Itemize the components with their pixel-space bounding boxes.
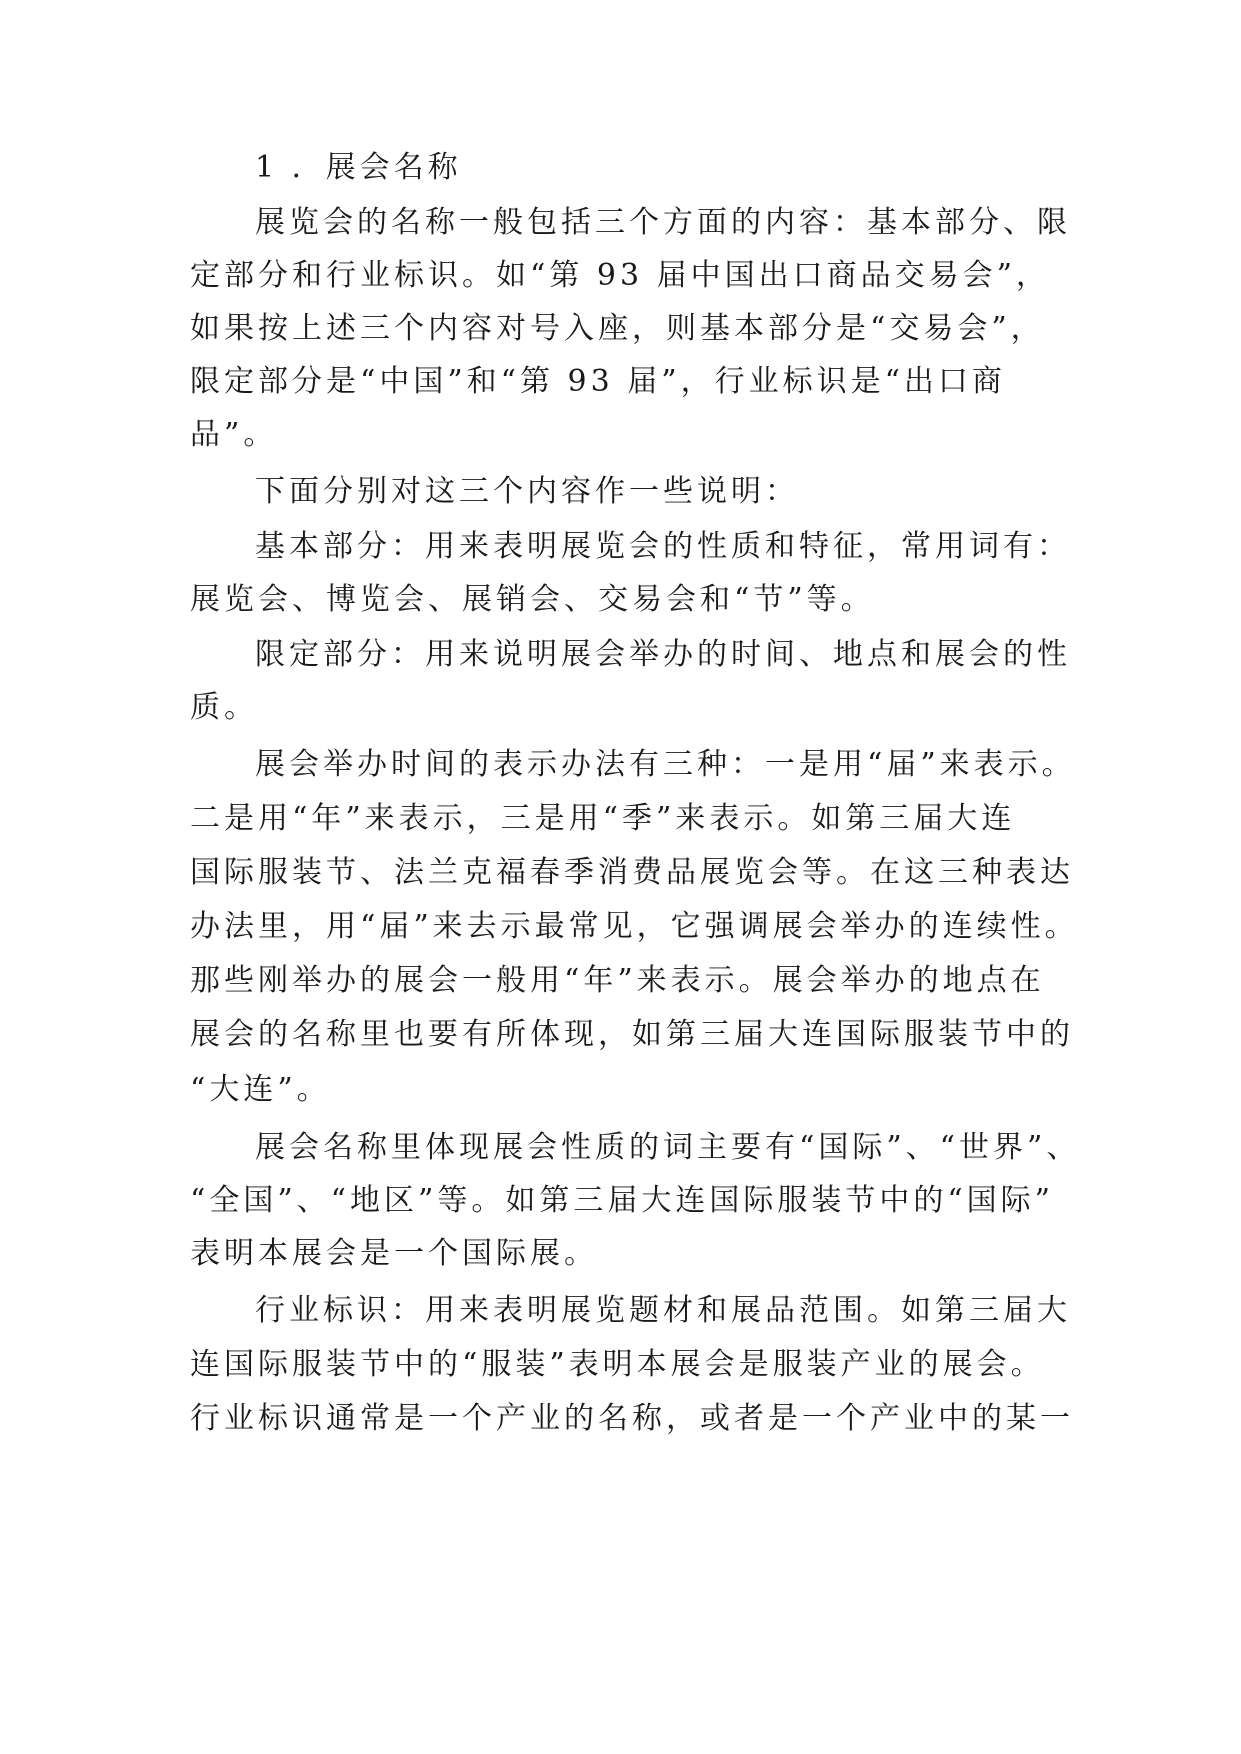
paragraph-line: 展会举办时间的表示办法有三种：一是用“届”来表示。	[255, 747, 1076, 782]
paragraph-line: 限定部分：用来说明展会举办的时间、地点和展会的性	[255, 637, 1071, 672]
paragraph-line: 基本部分：用来表明展览会的性质和特征，常用词有：	[255, 529, 1071, 564]
paragraph-line: 限定部分是“中国”和“第 93 届”，行业标识是“出口商	[190, 364, 1006, 399]
paragraph-line: 如果按上述三个内容对号入座，则基本部分是“交易会”，	[190, 311, 1045, 346]
paragraph-line: 展会的名称里也要有所体现，如第三届大连国际服装节中的	[190, 1017, 1074, 1052]
paragraph-line: 展览会、博览会、展销会、交易会和“节”等。	[190, 582, 875, 617]
paragraph-line: 办法里，用“届”来去示最常见，它强调展会举办的连续性。	[190, 909, 1079, 944]
paragraph-line: 行业标识：用来表明展览题材和展品范围。如第三届大	[255, 1293, 1071, 1328]
paragraph-line: 品”。	[190, 417, 278, 452]
paragraph-line: “全国”、“地区”等。如第三届大连国际服装节中的“国际”	[190, 1183, 1055, 1218]
paragraph-line: 表明本展会是一个国际展。	[190, 1236, 598, 1271]
paragraph-line: 连国际服装节中的“服装”表明本展会是服装产业的展会。	[190, 1347, 1045, 1382]
paragraph-line: 展览会的名称一般包括三个方面的内容：基本部分、限	[255, 205, 1071, 240]
paragraph-line: 行业标识通常是一个产业的名称，或者是一个产业中的某一	[190, 1401, 1074, 1436]
paragraph-line: 下面分别对这三个内容作一些说明：	[255, 474, 799, 509]
paragraph-line: 质。	[190, 690, 258, 725]
paragraph-line: 国际服装节、法兰克福春季消费品展览会等。在这三种表达	[190, 855, 1074, 890]
section-heading: 1 ．展会名称	[255, 150, 462, 185]
paragraph-line: 展会名称里体现展会性质的词主要有“国际”、“世界”、	[255, 1130, 1081, 1165]
paragraph-line: “大连”。	[190, 1072, 331, 1107]
paragraph-line: 定部分和行业标识。如“第 93 届中国出口商品交易会”，	[190, 258, 1050, 293]
paragraph-line: 那些刚举办的展会一般用“年”来表示。展会举办的地点在	[190, 963, 1045, 998]
paragraph-line: 二是用“年”来表示，三是用“季”来表示。如第三届大连	[190, 801, 1016, 836]
